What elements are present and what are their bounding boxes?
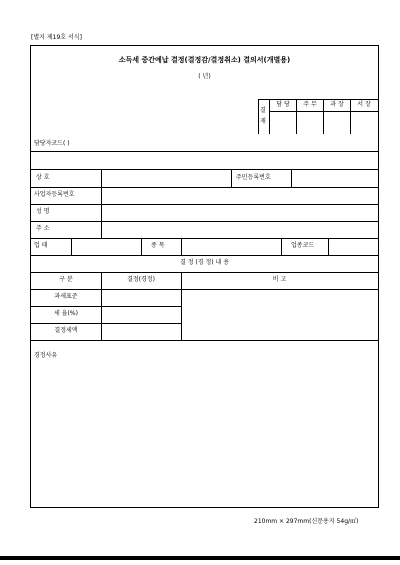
business-type-label: 업 태 — [34, 242, 48, 249]
table-header-remarks: 비 고 — [272, 276, 287, 283]
year-line: ( 년) — [198, 73, 211, 80]
approval-col-3: 과 장 — [330, 101, 344, 108]
section-title: 결 정 (경 정) 내 용 — [180, 259, 229, 266]
resident-no-label: 주민등록번호 — [236, 174, 271, 181]
manager-code-label: 담당자코드( ) — [34, 140, 70, 147]
page-bottom-rule — [0, 556, 400, 560]
approval-label-bottom: 재 — [260, 118, 266, 125]
approval-col-2: 주 무 — [303, 101, 317, 108]
business-no-label: 사업자등록번호 — [34, 191, 75, 198]
table-header-category: 구 분 — [59, 276, 73, 283]
business-item-label: 종 목 — [151, 242, 165, 249]
trade-name-label: 상 호 — [36, 174, 50, 181]
paper-size-note: 210mm × 297mm(신문용지 54g/㎡) — [254, 518, 359, 525]
name-label: 성 명 — [36, 208, 50, 215]
approval-col-1: 담 당 — [276, 101, 290, 108]
form-number: [별지 제19호 서식] — [31, 34, 82, 41]
reason-label: 경정사유 — [34, 352, 58, 359]
approval-col-4: 서 장 — [357, 101, 371, 108]
address-label: 주 소 — [36, 225, 50, 232]
form-title: 소득세 중간예납 결정(결정감/결정취소) 결의서(개별용) — [118, 56, 291, 64]
approval-label-top: 결 — [260, 107, 266, 114]
decision-form — [30, 45, 379, 508]
table-row-tax-rate: 세 율(%) — [54, 310, 78, 317]
table-row-tax-amount: 결정세액 — [54, 327, 78, 334]
table-row-tax-base: 과세표준 — [54, 293, 78, 300]
table-header-decision: 결정(경정) — [127, 276, 155, 283]
business-code-label: 업종코드 — [291, 242, 315, 249]
